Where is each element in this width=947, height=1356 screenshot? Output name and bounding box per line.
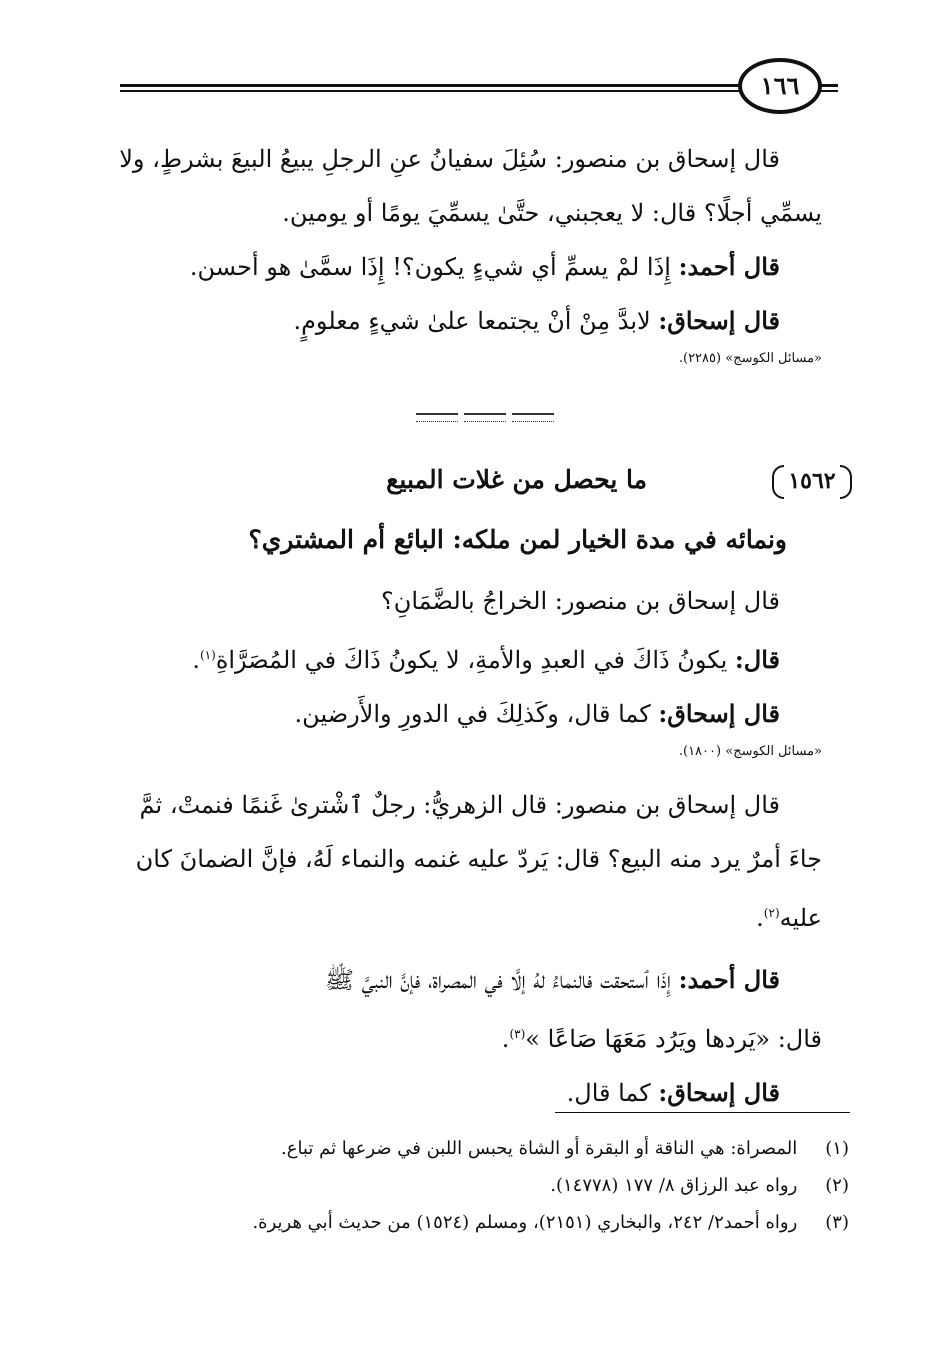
passage-line: قال إسحاق بن منصور: سُئِلَ سفيانُ عنِ الرجلِ يبيعُ البيعَ بشرطٍ، ولا (119, 145, 780, 173)
footnote-mark: (٣) (825, 1212, 849, 1233)
speaker-text: إِذَا ٱستحقت فالنماءُ لهُ إلَّا في المصراة، فإنَّ النبيَّ ﷺ (325, 966, 671, 994)
source-citation: «مسائل الكوسج» (١٨٠٠). (678, 744, 822, 759)
speaker-label: قال أحمد: (678, 965, 780, 994)
section-number: ١٥٦٢ (772, 461, 852, 501)
passage-line (122, 886, 822, 945)
passage-line (122, 687, 822, 741)
speaker-label: قال إسحاق: (658, 1078, 780, 1107)
footnote-item (89, 1130, 849, 1167)
ornament-divider (410, 410, 560, 424)
passage-text: قال: «يَردها ويَرُد مَعَهَا صَاعًا » (525, 1025, 822, 1053)
speaker-text: كما قال. (566, 1079, 651, 1107)
speaker-text: لابدَّ مِنْ أنْ يجتمعا علىٰ شيءٍ معلومٍ. (293, 307, 651, 335)
speaker-label: قال إسحاق: (658, 306, 780, 335)
footnote-ref: (٢) (763, 906, 780, 920)
speaker-text: إِذَا لمْ يسمِّ أي شيءٍ يكون؟! إِذَا سمَّىٰ هو أحسن. (189, 253, 671, 281)
passage-2 (122, 574, 822, 763)
footnote-text: رواه أحمد٢/ ٢٤٢، والبخاري (٢١٥١)، ومسلم (١٥٢٤) من حديث أبي هريرة. (252, 1212, 798, 1233)
passage-1 (119, 132, 822, 370)
passage-line: يسمِّي أجلًا؟ قال: لا يعجبني، حتَّىٰ يسمِّيَ يومًا أو يومين. (282, 199, 822, 227)
footnote-text: المصراة: هي الناقة أو البقرة أو الشاة يحبس اللبن في ضرعها ثم تباع. (280, 1138, 798, 1159)
section-title: ما يحصل من غلات المبيع (386, 465, 647, 494)
footnote-text: رواه عبد الرزاق ٨/ ١٧٧ (١٤٧٧٨). (550, 1175, 798, 1196)
punctuation: . (756, 904, 764, 932)
passage-line: قال إسحاق بن منصور: قال الزهريُّ: رجلٌ ٱشْترىٰ غَنمًا فنمتْ، ثمَّ (139, 791, 780, 819)
speaker-label: قال أحمد: (678, 252, 780, 281)
section-subtitle: ونمائه في مدة الخيار لمن ملكه: البائع أم المشتري؟ (248, 525, 787, 554)
punctuation: . (192, 646, 200, 674)
passage-line (122, 294, 822, 348)
speaker-text: كما قال، وكَذلِكَ في الدورِ والأَرضين. (294, 700, 651, 728)
passage-line (122, 953, 822, 1007)
passage-line (122, 240, 822, 294)
page-number: ١٦٦ (760, 71, 800, 100)
footnote-item (89, 1167, 849, 1204)
passage-line: قال إسحاق بن منصور: الخراجُ بالضَّمَانِ؟ (380, 587, 780, 615)
speaker-text: يكونُ ذَاكَ في العبدِ والأمةِ، لا يكونُ ذَاكَ في المُصَرَّاةِ (215, 646, 728, 674)
passage-line: جاءَ أمرٌ يرد منه البيع؟ قال: يَردّ عليه غنمه والنماء لَهُ، فإنَّ الضمانَ كان (135, 845, 822, 873)
footnote-mark: (١) (825, 1138, 849, 1159)
footnote-ref: (١) (199, 648, 216, 662)
footnote-rule (555, 1112, 850, 1113)
source-citation: «مسائل الكوسج» (٢٢٨٥). (678, 351, 822, 366)
passage-3 (122, 778, 822, 1120)
punctuation: . (501, 1025, 510, 1053)
footnote-item (89, 1204, 849, 1241)
footnote-ref: (٣) (509, 1027, 526, 1041)
footnote-mark: (٢) (825, 1175, 849, 1196)
speaker-label: قال: (734, 645, 780, 674)
speaker-label: قال إسحاق: (658, 699, 780, 728)
passage-line (122, 1007, 822, 1066)
page-number-badge (738, 58, 822, 114)
header-rule (120, 84, 838, 92)
passage-text: عليه (779, 904, 822, 932)
footnotes (89, 1130, 849, 1241)
passage-line (122, 628, 822, 687)
